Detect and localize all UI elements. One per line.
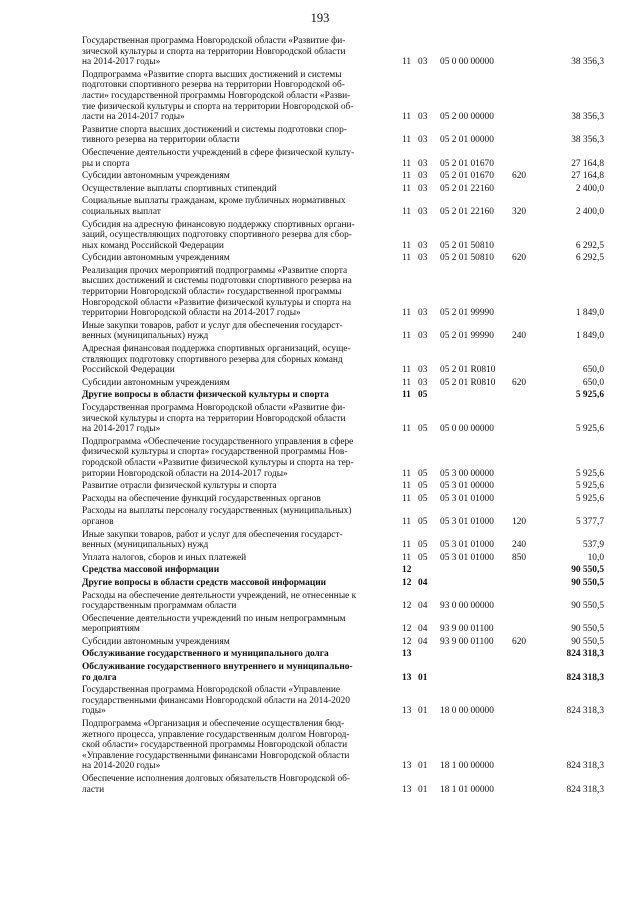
row-subsection: 03	[418, 171, 428, 182]
row-amount: 90 550,5	[571, 577, 604, 588]
row-expense-type	[512, 125, 536, 148]
row-subsection: 03	[418, 206, 428, 217]
row-expense-type: 620	[512, 636, 527, 647]
row-section: 11	[402, 57, 412, 68]
row-expense-type: 620	[512, 253, 527, 264]
row-section: 11	[402, 540, 412, 551]
row-amount: 5 925,6	[575, 481, 604, 492]
row-name: Субсидии автономным учреждениям	[82, 253, 230, 264]
row-name: Развитие отрасли физической культуры и спорта	[82, 481, 277, 492]
row-name: Государственная программа Новгородской области «Развитие фи- зической культуры и спорта на территории Новгородской области на 2014-2017 годы»	[82, 36, 346, 68]
row-section: 11	[402, 481, 412, 492]
row-subsection: 03	[418, 308, 428, 319]
row-section: 12	[402, 565, 412, 576]
row-name: Осуществление выплаты спортивных стипендий	[82, 183, 277, 194]
table-row	[82, 565, 604, 578]
row-amount: 824 318,3	[566, 761, 604, 772]
row-section: 13	[402, 761, 412, 772]
row-subsection: 01	[418, 672, 428, 683]
row-name: Иные закупки товаров, работ и услуг для обеспечения государст- венных (муниципальных) нужд	[82, 529, 343, 551]
row-amount: 27 164,8	[571, 171, 604, 182]
row-section: 11	[402, 183, 412, 194]
row-subsection: 05	[418, 516, 428, 527]
row-subsection: 03	[418, 331, 428, 342]
row-expense-type	[512, 148, 536, 171]
row-amount: 824 318,3	[566, 672, 604, 683]
table-row	[82, 719, 604, 774]
page-number: 193	[310, 11, 330, 25]
row-section: 11	[402, 331, 412, 342]
row-subsection: 03	[418, 365, 428, 376]
row-section: 11	[402, 158, 412, 169]
table-row	[82, 378, 604, 391]
row-amount: 6 292,5	[575, 240, 604, 251]
row-amount: 27 164,8	[571, 158, 604, 169]
row-name: Государственная программа Новгородской области «Управление государственными финансами Новгородской области на 2014-2020 годы»	[82, 685, 350, 717]
row-target-code: 05 2 01 99990	[440, 308, 494, 319]
row-name: Обеспечение исполнения долговых обязательств Новгородской об- ласти	[82, 774, 351, 795]
row-expense-type	[512, 220, 536, 254]
row-section: 13	[402, 649, 412, 660]
row-section: 12	[402, 577, 412, 588]
table-row	[82, 637, 604, 650]
row-amount: 537,9	[582, 540, 604, 551]
row-target-code: 93 9 00 01100	[440, 624, 494, 635]
row-expense-type	[512, 591, 536, 614]
table-row	[82, 494, 604, 507]
table-row	[82, 253, 604, 266]
row-subsection: 03	[418, 183, 428, 194]
table-row	[82, 171, 604, 184]
row-section: 13	[402, 706, 412, 717]
table-row	[82, 266, 604, 321]
row-target-code: 05 2 01 22160	[440, 183, 494, 194]
row-subsection: 03	[418, 57, 428, 68]
table-row	[82, 390, 604, 403]
row-name: Уплата налогов, сборов и иных платежей	[82, 552, 247, 563]
row-amount: 38 356,3	[571, 57, 604, 68]
row-name: Подпрограмма «Организация и обеспечение осуществления бюд- жетного процесса, управление государственным долгом Новгород- ской области» государственной программы Новгородской области «Управление государственными финансами Новгородской области на 2014-2020 годы»	[82, 719, 350, 772]
row-target-code: 05 2 01 50810	[440, 240, 494, 251]
row-amount: 90 550,5	[571, 601, 604, 612]
row-target-code: 05 2 01 00000	[440, 135, 494, 146]
row-target-code: 18 1 01 00000	[440, 784, 494, 795]
row-name: Расходы на обеспечение деятельности учреждений, не отнесенные к государственным программам области	[82, 590, 357, 612]
row-target-code: 05 2 01 01670	[440, 158, 494, 169]
table-row	[82, 403, 604, 437]
row-subsection: 04	[418, 636, 428, 647]
row-amount: 6 292,5	[575, 253, 604, 264]
row-expense-type: 850	[512, 552, 527, 563]
row-name: Государственная программа Новгородской области «Развитие фи- зической культуры и спорта на территории Новгородской области на 2014-2017 годы»	[82, 403, 346, 435]
row-section: 13	[402, 672, 412, 683]
row-expense-type	[512, 266, 536, 321]
row-expense-type: 320	[512, 206, 527, 217]
row-amount: 1 849,0	[575, 331, 604, 342]
row-expense-type: 120	[512, 516, 527, 527]
row-amount: 90 550,5	[571, 636, 604, 647]
row-name: Обеспечение деятельности учреждений по иным непрограммным мероприятиям	[82, 613, 346, 635]
row-subsection: 04	[418, 624, 428, 635]
row-name: Подпрограмма «Развитие спорта высших достижений и системы подготовки спортивного резерва на территории Новгородской об- ласти» государственной программы Новгородской области «Разви- тие физической культуры и спорта на территории Новгородской об- ласти на 2014-2017 годы»	[82, 69, 354, 123]
row-section: 11	[402, 171, 412, 182]
row-amount: 90 550,5	[571, 565, 604, 576]
row-subsection: 04	[418, 577, 428, 588]
row-target-code: 93 0 00 00000	[440, 601, 494, 612]
row-expense-type	[512, 565, 536, 578]
row-target-code: 05 3 01 01000	[440, 540, 494, 551]
row-name: Расходы на выплаты персоналу государственных (муниципальных) органов	[82, 506, 352, 527]
row-section: 12	[402, 636, 412, 647]
row-expense-type: 620	[512, 171, 527, 182]
row-section: 11	[402, 112, 412, 123]
row-subsection: 01	[418, 761, 428, 772]
row-name: Развитие спорта высших достижений и системы подготовки спор- тивного резерва на территории области	[82, 124, 347, 146]
table-row	[82, 36, 604, 70]
row-target-code: 05 2 01 R0810	[440, 365, 496, 376]
table-row	[82, 662, 604, 685]
row-name: Субсидии автономным учреждениям	[82, 377, 230, 388]
row-subsection: 03	[418, 112, 428, 123]
row-amount: 5 925,6	[575, 424, 604, 435]
table-row	[82, 148, 604, 171]
table-row	[82, 530, 604, 553]
row-expense-type: 620	[512, 377, 527, 388]
row-amount: 38 356,3	[571, 112, 604, 123]
row-target-code: 05 2 00 00000	[440, 112, 494, 123]
row-section: 11	[402, 493, 412, 504]
table-row	[82, 321, 604, 344]
row-expense-type	[512, 578, 536, 591]
row-section: 11	[402, 206, 412, 217]
row-subsection: 05	[418, 493, 428, 504]
budget-table	[82, 36, 604, 797]
row-subsection: 05	[418, 424, 428, 435]
row-subsection: 05	[418, 390, 428, 401]
row-amount: 5 925,6	[575, 390, 604, 401]
row-amount: 38 356,3	[571, 135, 604, 146]
row-target-code: 05 2 01 50810	[440, 253, 494, 264]
row-target-code: 05 0 00 00000	[440, 57, 494, 68]
row-expense-type: 240	[512, 331, 527, 342]
row-target-code	[440, 390, 512, 403]
row-amount: 2 400,0	[575, 206, 604, 217]
row-expense-type	[512, 437, 536, 481]
row-expense-type	[512, 36, 536, 70]
row-expense-type	[512, 481, 536, 494]
row-section: 12	[402, 624, 412, 635]
row-expense-type	[512, 403, 536, 437]
row-expense-type	[512, 685, 536, 719]
row-target-code: 18 1 00 00000	[440, 761, 494, 772]
row-expense-type	[512, 344, 536, 378]
row-target-code: 05 3 01 01000	[440, 552, 494, 563]
row-subsection: 01	[418, 784, 428, 795]
row-amount: 5 925,6	[575, 468, 604, 479]
row-target-code: 18 0 00 00000	[440, 706, 494, 717]
row-name: Средства массовой информации	[82, 565, 220, 576]
row-name: Расходы на обеспечение функций государственных органов	[82, 493, 321, 504]
row-expense-type	[512, 70, 536, 125]
row-subsection: 04	[418, 601, 428, 612]
row-subsection	[418, 565, 440, 578]
row-expense-type	[512, 390, 536, 403]
row-name: Иные закупки товаров, работ и услуг для обеспечения государст- венных (муниципальных) нужд	[82, 320, 343, 342]
table-row	[82, 125, 604, 148]
table-row	[82, 437, 604, 481]
row-target-code: 05 2 01 22160	[440, 206, 494, 217]
row-amount: 5 925,6	[575, 493, 604, 504]
row-target-code: 05 3 01 01000	[440, 493, 494, 504]
row-target-code: 05 3 01 01000	[440, 516, 494, 527]
row-subsection: 05	[418, 552, 428, 563]
row-expense-type	[512, 614, 536, 637]
row-name: Социальные выплаты гражданам, кроме публичных нормативных социальных выплат	[82, 196, 346, 217]
row-amount: 2 400,0	[575, 183, 604, 194]
row-amount: 824 318,3	[566, 706, 604, 717]
row-section: 11	[402, 135, 412, 146]
table-row	[82, 481, 604, 494]
table-row	[82, 578, 604, 591]
row-section: 11	[402, 424, 412, 435]
row-section: 11	[402, 468, 412, 479]
row-subsection: 05	[418, 481, 428, 492]
row-subsection: 05	[418, 468, 428, 479]
row-subsection	[418, 649, 440, 662]
row-expense-type: 240	[512, 540, 527, 551]
row-expense-type	[512, 774, 536, 797]
row-section: 11	[402, 377, 412, 388]
row-target-code: 05 2 01 99990	[440, 331, 494, 342]
row-target-code	[440, 662, 512, 685]
row-section: 11	[402, 308, 412, 319]
row-section: 11	[402, 516, 412, 527]
row-amount: 650,0	[582, 377, 604, 388]
row-amount: 650,0	[582, 365, 604, 376]
row-target-code: 05 0 00 00000	[440, 424, 494, 435]
table-row	[82, 614, 604, 637]
row-target-code	[440, 578, 512, 591]
table-row	[82, 220, 604, 254]
row-name: Подпрограмма «Обеспечение государственного управления в сфере физической культуры и спорта» государственной программы Нов- городской области «Развитие физической культуры и спорта на тер- ритории Новгородской области на 2014-2017 годы»	[82, 436, 354, 479]
row-subsection: 03	[418, 253, 428, 264]
row-target-code: 93 9 00 01100	[440, 636, 494, 647]
row-expense-type	[512, 494, 536, 507]
row-name: Реализация прочих мероприятий подпрограммы «Развитие спорта высших достижений и системы подготовки спортивного резерва на территории Новгородской области» государственной программы Новгородской области «Развитие физической культуры и спорта на территории Новгородской области на 2014-2017 годы»	[82, 265, 352, 319]
row-name: Другие вопросы в области физической культуры и спорта	[82, 390, 329, 401]
table-row	[82, 344, 604, 378]
row-subsection: 03	[418, 158, 428, 169]
row-section: 11	[402, 552, 412, 563]
table-row	[82, 649, 604, 662]
row-section: 11	[402, 365, 412, 376]
row-section: 13	[402, 784, 412, 795]
row-subsection: 03	[418, 377, 428, 388]
table-row	[82, 70, 604, 125]
table-row	[82, 774, 604, 797]
row-target-code	[440, 649, 512, 662]
row-amount: 1 849,0	[575, 308, 604, 319]
row-section: 12	[402, 601, 412, 612]
row-target-code	[440, 565, 512, 578]
row-amount: 824 318,3	[566, 649, 604, 660]
row-expense-type	[512, 662, 536, 685]
row-section: 11	[402, 390, 411, 401]
table-row	[82, 685, 604, 719]
table-row	[82, 196, 604, 219]
row-amount: 5 377,7	[575, 516, 604, 527]
row-name: Другие вопросы в области средств массовой информации	[82, 577, 327, 588]
row-target-code: 05 2 01 R0810	[440, 377, 496, 388]
row-amount: 90 550,5	[571, 624, 604, 635]
row-name: Обслуживание государственного и муниципального долга	[82, 649, 329, 660]
row-name: Обслуживание государственного внутреннего и муниципально- го долга	[82, 662, 353, 683]
row-name: Адресная финансовая поддержка спортивных организаций, осуще- ствляющих подготовку спортивного резерва для сборных команд Российской Федерации	[82, 344, 351, 376]
row-target-code: 05 3 00 00000	[440, 468, 494, 479]
row-expense-type	[512, 649, 536, 662]
row-subsection: 05	[418, 540, 428, 551]
row-target-code: 05 2 01 01670	[440, 171, 494, 182]
row-name: Субсидии автономным учреждениям	[82, 171, 230, 182]
row-amount: 824 318,3	[566, 784, 604, 795]
table-row	[82, 553, 604, 566]
row-expense-type	[512, 719, 536, 774]
table-row	[82, 184, 604, 197]
row-target-code: 05 3 01 00000	[440, 481, 494, 492]
row-subsection: 01	[418, 706, 428, 717]
row-section: 11	[402, 253, 412, 264]
row-subsection: 03	[418, 135, 428, 146]
row-name: Субсидия на адресную финансовую поддержку спортивных органи- заций, осуществляющих подготовку спортивного резерва для сбор- ных команд Российской Федерации	[82, 219, 355, 251]
row-amount: 10,0	[587, 552, 604, 563]
row-name: Субсидии автономным учреждениям	[82, 636, 230, 647]
budget-table-body	[82, 36, 604, 797]
row-subsection: 03	[418, 240, 428, 251]
table-row	[82, 506, 604, 529]
table-row	[82, 591, 604, 614]
row-expense-type	[512, 184, 536, 197]
row-name: Обеспечение деятельности учреждений в сфере физической культу- ры и спорта	[82, 147, 355, 169]
row-section: 11	[402, 240, 412, 251]
